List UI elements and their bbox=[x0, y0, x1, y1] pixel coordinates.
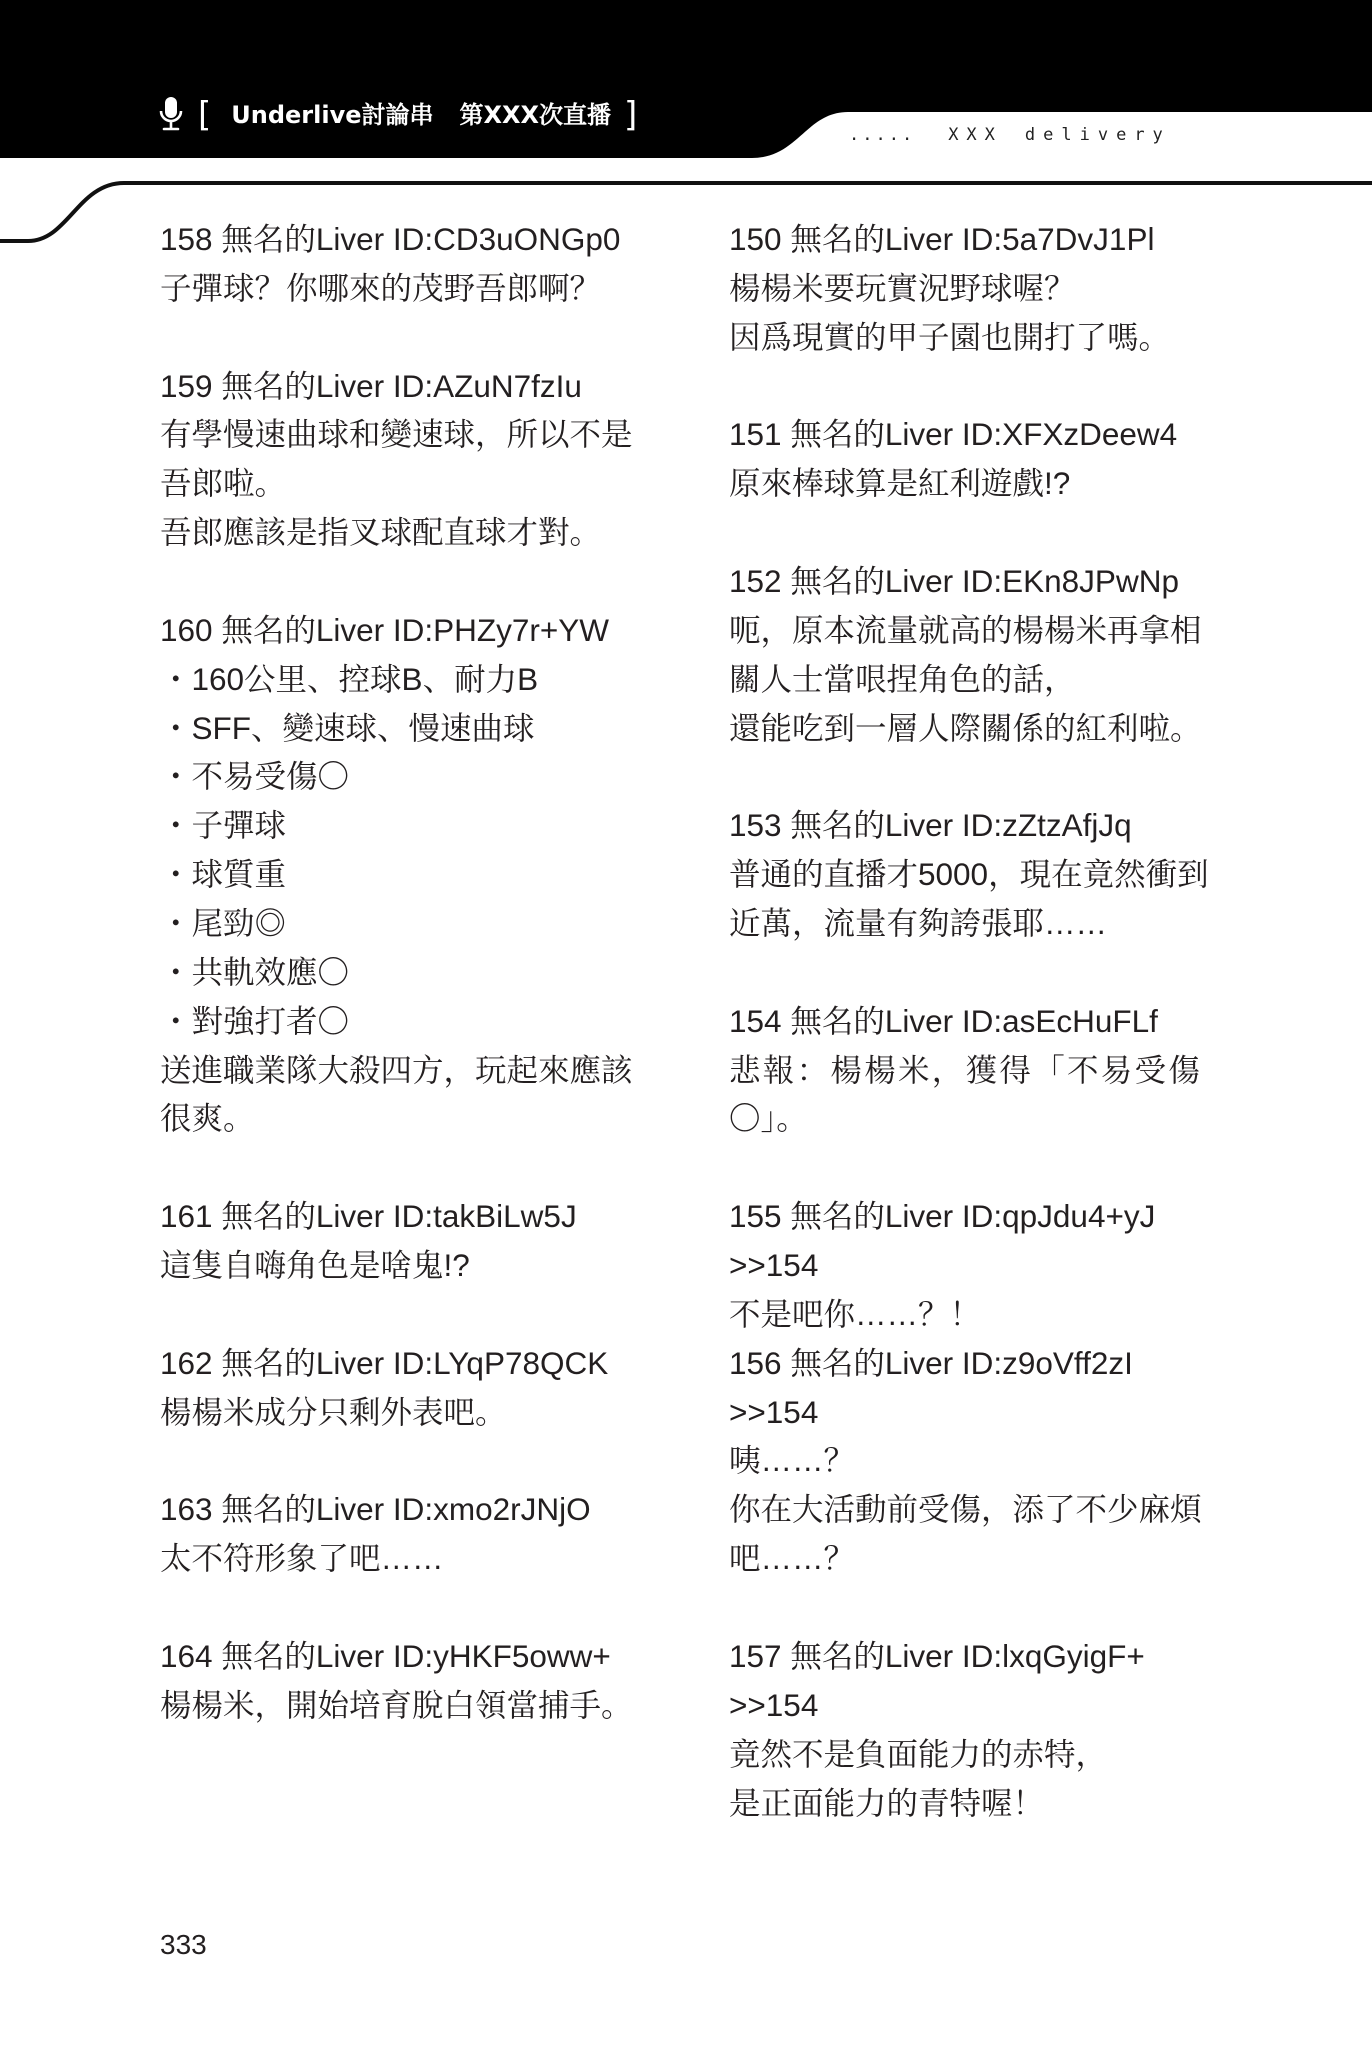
post-157 bbox=[729, 1632, 1209, 1827]
post-line: 吾郎應該是指叉球配直球才對。 bbox=[160, 514, 602, 551]
thread-title: Underlive討論串 bbox=[231, 101, 434, 129]
poster-name: 無名的Liver bbox=[790, 563, 954, 600]
post-line: 你在大活動前受傷，添了不少麻煩 bbox=[729, 1491, 1202, 1528]
reply-quote: >>154 bbox=[729, 1686, 819, 1723]
post-number: 150 bbox=[729, 221, 782, 257]
poster-name: 無名的Liver bbox=[221, 367, 385, 404]
post-number: 164 bbox=[160, 1637, 213, 1674]
poster-name: 無名的Liver bbox=[790, 1198, 954, 1235]
poster-id: ID:EKn8JPwNp bbox=[961, 563, 1179, 600]
post-header bbox=[160, 1339, 640, 1388]
left-column bbox=[160, 215, 640, 1779]
thread-header-title bbox=[198, 94, 637, 136]
post-number: 161 bbox=[160, 1198, 213, 1235]
tagline-code: XXX bbox=[948, 125, 1003, 145]
post-header bbox=[729, 1339, 1209, 1388]
poster-id: ID:qpJdu4+yJ bbox=[961, 1198, 1156, 1235]
post-number: 159 bbox=[160, 367, 213, 404]
post-155 bbox=[729, 1192, 1209, 1339]
poster-name: 無名的Liver bbox=[790, 1637, 954, 1674]
post-line: 太不符形象了吧…… bbox=[160, 1540, 444, 1577]
post-line: ・子彈球 bbox=[160, 807, 287, 844]
poster-id: ID:z9oVff2zI bbox=[961, 1344, 1133, 1381]
post-header bbox=[160, 606, 640, 655]
post-160 bbox=[160, 606, 640, 1143]
post-header bbox=[729, 557, 1209, 606]
post-164 bbox=[160, 1632, 640, 1730]
header-tagline bbox=[849, 121, 1171, 149]
post-line: 呃，原本流量就高的楊楊米再拿相 bbox=[729, 611, 1202, 648]
poster-id: ID:CD3uONGp0 bbox=[392, 221, 621, 257]
post-header bbox=[160, 215, 640, 264]
post-header bbox=[729, 215, 1209, 264]
post-161 bbox=[160, 1192, 640, 1290]
reply-quote: >>154 bbox=[729, 1393, 819, 1430]
post-header bbox=[729, 801, 1209, 850]
post-number: 152 bbox=[729, 563, 782, 600]
post-header bbox=[160, 1485, 640, 1534]
post-line: 吧……？ bbox=[729, 1540, 856, 1577]
post-154 bbox=[729, 997, 1209, 1144]
post-line: 普通的直播才5000，現在竟然衝到 bbox=[729, 856, 1209, 893]
post-152 bbox=[729, 557, 1209, 752]
post-151 bbox=[729, 410, 1209, 508]
post-162 bbox=[160, 1339, 640, 1437]
post-line: 不是吧你……？！ bbox=[729, 1295, 982, 1332]
poster-name: 無名的Liver bbox=[790, 221, 954, 257]
poster-name: 無名的Liver bbox=[221, 1344, 385, 1381]
post-line: 〇」。 bbox=[729, 1100, 808, 1137]
post-header bbox=[160, 1632, 640, 1681]
post-line: 是正面能力的青特喔！ bbox=[729, 1784, 1045, 1821]
page-number: 333 bbox=[160, 1929, 207, 1960]
post-line: 咦……？ bbox=[729, 1442, 856, 1479]
post-number: 151 bbox=[729, 416, 782, 453]
post-number: 153 bbox=[729, 807, 782, 844]
post-line: ・尾勁◎ bbox=[160, 905, 287, 942]
post-line: ・共軌效應〇 bbox=[160, 953, 350, 990]
post-line: 子彈球？你哪來的茂野吾郎啊？ bbox=[160, 269, 602, 306]
poster-id: ID:lxqGyigF+ bbox=[961, 1637, 1145, 1674]
bracket-open: [ bbox=[198, 95, 212, 135]
post-number: 157 bbox=[729, 1637, 782, 1674]
post-line: ・球質重 bbox=[160, 856, 287, 893]
post-header bbox=[160, 1192, 640, 1241]
poster-name: 無名的Liver bbox=[221, 1637, 385, 1674]
post-line: 原來棒球算是紅利遊戲!? bbox=[729, 465, 1071, 502]
poster-id: ID:yHKF5oww+ bbox=[392, 1637, 611, 1674]
post-number: 160 bbox=[160, 611, 213, 648]
post-number: 155 bbox=[729, 1198, 782, 1235]
post-line: 竟然不是負面能力的赤特， bbox=[729, 1735, 1108, 1772]
post-line: 悲報：楊楊米，獲得「不易受傷 bbox=[729, 1051, 1203, 1088]
post-line: ・SFF、變速球、慢速曲球 bbox=[160, 709, 535, 746]
poster-name: 無名的Liver bbox=[221, 1198, 385, 1235]
poster-id: ID:XFXzDeew4 bbox=[961, 416, 1178, 453]
post-line: 還能吃到一層人際關係的紅利啦。 bbox=[729, 709, 1202, 746]
reply-quote: >>154 bbox=[729, 1247, 819, 1284]
post-line: 近萬，流量有夠誇張耶…… bbox=[729, 905, 1108, 942]
stream-title: 第XXX次直播 bbox=[459, 101, 612, 129]
post-line: 吾郎啦。 bbox=[160, 465, 287, 502]
poster-name: 無名的Liver bbox=[221, 1491, 385, 1528]
poster-id: ID:zZtzAfjJq bbox=[961, 807, 1132, 844]
post-line: ・160公里、控球B、耐力B bbox=[160, 660, 539, 697]
post-header bbox=[729, 1192, 1209, 1241]
poster-id: ID:LYqP78QCK bbox=[392, 1344, 609, 1381]
post-number: 158 bbox=[160, 221, 213, 257]
poster-name: 無名的Liver bbox=[221, 611, 385, 648]
right-column bbox=[729, 215, 1209, 1876]
post-number: 154 bbox=[729, 1002, 782, 1039]
post-159 bbox=[160, 362, 640, 557]
post-number: 162 bbox=[160, 1344, 213, 1381]
microphone-icon bbox=[158, 96, 184, 134]
post-163 bbox=[160, 1485, 640, 1583]
post-line: 這隻自嗨角色是啥鬼!? bbox=[160, 1247, 470, 1284]
post-line: 送進職業隊大殺四方，玩起來應該 bbox=[160, 1051, 633, 1088]
poster-name: 無名的Liver bbox=[790, 807, 954, 844]
tagline-word: delivery bbox=[1024, 125, 1171, 145]
post-line: 楊楊米要玩實況野球喔？ bbox=[729, 269, 1076, 306]
poster-name: 無名的Liver bbox=[790, 1002, 954, 1039]
post-line: 有學慢速曲球和變速球，所以不是 bbox=[160, 416, 633, 453]
post-header bbox=[729, 1632, 1209, 1681]
post-line: 關人士當哏捏角色的話， bbox=[729, 660, 1076, 697]
poster-name: 無名的Liver bbox=[221, 221, 385, 257]
post-line: ・對強打者〇 bbox=[160, 1002, 350, 1039]
post-158 bbox=[160, 215, 640, 313]
post-line: ・不易受傷〇 bbox=[160, 758, 350, 795]
poster-name: 無名的Liver bbox=[790, 416, 954, 453]
post-number: 156 bbox=[729, 1344, 782, 1381]
post-number: 163 bbox=[160, 1491, 213, 1528]
post-line: 楊楊米成分只剩外表吧。 bbox=[160, 1393, 507, 1430]
post-150 bbox=[729, 215, 1209, 362]
bracket-close: ] bbox=[624, 95, 638, 135]
poster-id: ID:PHZy7r+YW bbox=[392, 611, 610, 648]
post-line: 楊楊米，開始培育脫白領當捕手。 bbox=[160, 1686, 633, 1723]
poster-id: ID:xmo2rJNjO bbox=[392, 1491, 591, 1528]
poster-id: ID:5a7DvJ1Pl bbox=[961, 221, 1155, 257]
post-line: 因爲現實的甲子園也開打了嗎。 bbox=[729, 318, 1171, 355]
poster-id: ID:takBiLw5J bbox=[392, 1198, 577, 1235]
poster-id: ID:AZuN7fzIu bbox=[392, 367, 582, 404]
post-header bbox=[729, 997, 1209, 1046]
post-line: 很爽。 bbox=[160, 1100, 255, 1137]
poster-id: ID:asEcHuFLf bbox=[961, 1002, 1158, 1039]
post-header bbox=[729, 410, 1209, 459]
post-153 bbox=[729, 801, 1209, 948]
poster-name: 無名的Liver bbox=[790, 1344, 954, 1381]
tagline-dots: ..... bbox=[849, 125, 916, 145]
post-header bbox=[160, 362, 640, 411]
post-156 bbox=[729, 1339, 1209, 1583]
